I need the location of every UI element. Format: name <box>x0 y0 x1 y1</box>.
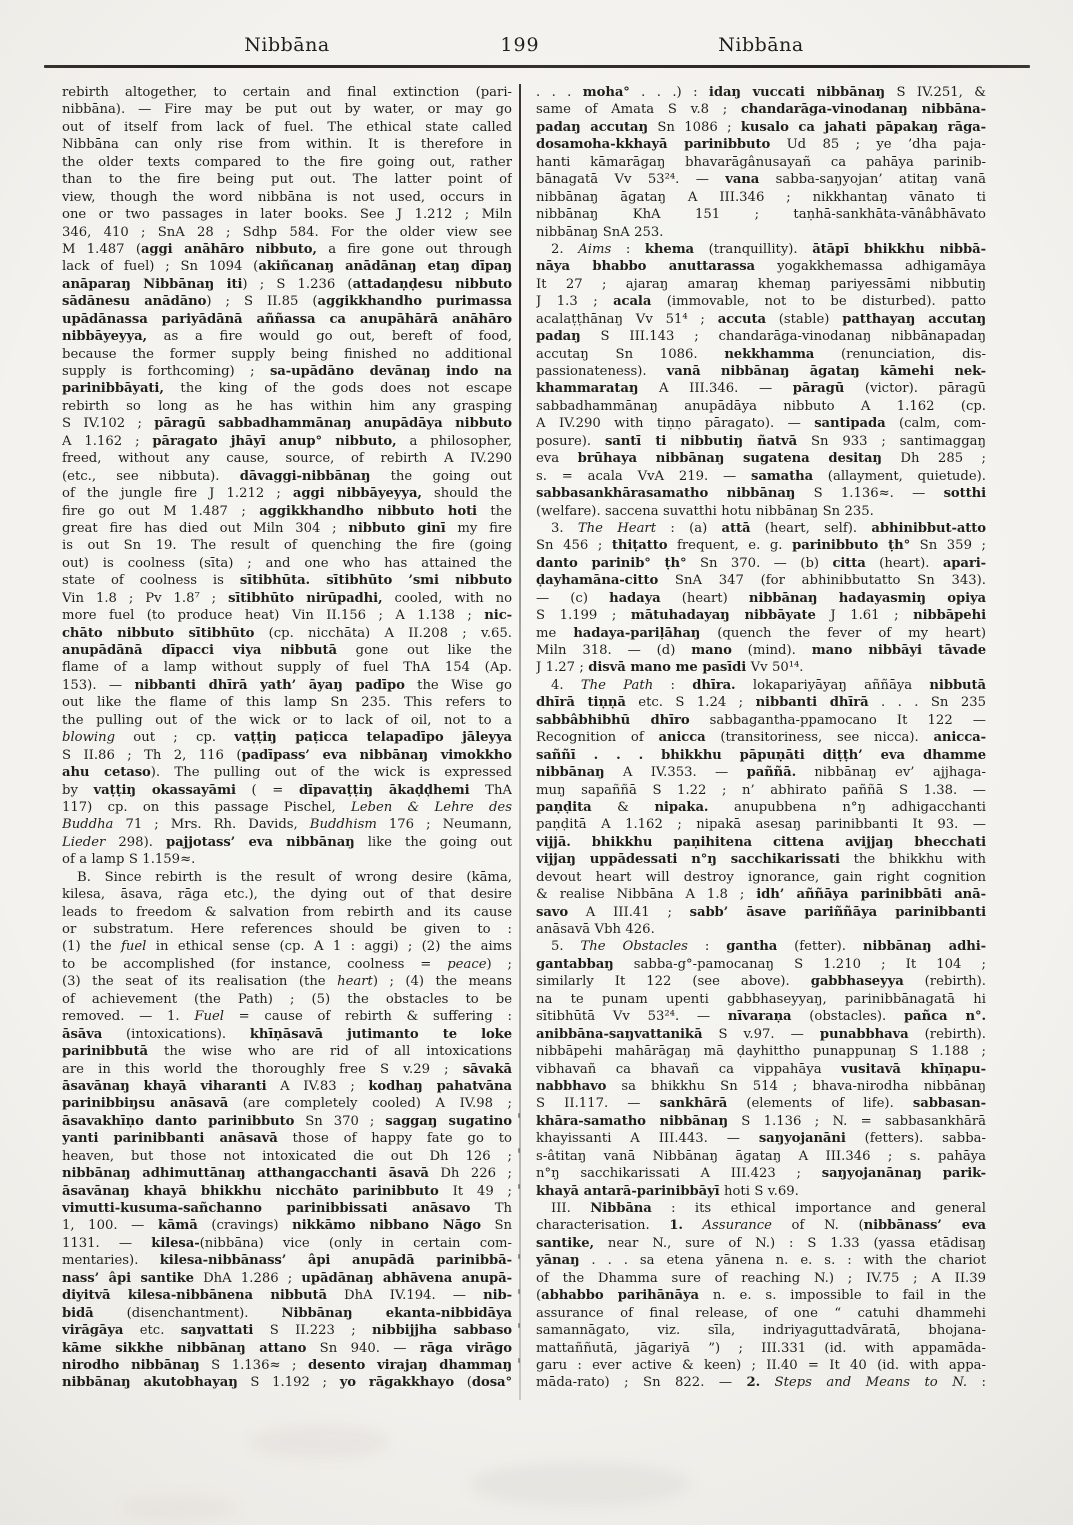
text-line: chāto nibbuto sītibhūto (cp. nicchāta) A II.208 ; v.65. <box>62 625 512 641</box>
text-line: anāparaŋ Nibbānaŋ iti) ; S 1.236 (attadaṇḍesu nibbuto <box>62 276 512 292</box>
text-line: nibbāna). — Fire may be put out by water, or may go <box>62 102 512 118</box>
text-line: view, though the word nibbāna is not used, occurs in <box>62 189 512 205</box>
text-line: padaŋ accutaŋ Sn 1086 ; kusalo ca jahati pāpakaŋ rāga- <box>536 119 986 135</box>
text-line: characterisation. 1. Assurance of N. (nibbānass’ eva <box>536 1218 986 1234</box>
text-line: posure). santī ti nibbutiŋ ñatvā Sn 933 ; santimaggaŋ <box>536 433 986 449</box>
text-line: upādānassa pariyādānā aññassa ca anupāhārā anāhāro <box>62 311 512 327</box>
text-line: 2. Aims : khema (tranquillity). ātāpī bhikkhu nibbā- <box>551 241 986 257</box>
text-line: . . . moha° . . .) : idaŋ vuccati nibbānaŋ S IV.251, & <box>536 85 986 100</box>
text-line: nāya bhabbo anuttarassa yogakkhemassa adhigamāya <box>536 259 986 275</box>
text-line: 346, 410 ; SnA 28 ; Sdhp 584. For the older view see <box>62 224 512 240</box>
scan-speck <box>518 1323 520 1328</box>
text-line: anāsavā Vbh 426. <box>536 922 655 937</box>
text-line: virāgāya etc. saŋvattati S II.223 ; nibbijjha sabbaso <box>62 1323 512 1339</box>
text-line: A 1.162 ; pāragato jhāyī anup° nibbuto, a philosopher, <box>62 433 512 449</box>
text-line: āsāva (intoxications). khīṇāsavā jutimanto te loke <box>62 1026 512 1042</box>
text-line: vijjaŋ uppādessati n°ŋ sacchikarissati the bhikkhu with <box>536 852 986 868</box>
text-line: of achievement (the Path) ; (5) the obstacles to be <box>62 991 512 1007</box>
text-line: khayā antarā-parinibbāyī hoti S v.69. <box>536 1183 799 1199</box>
text-line: rebirth altogether, to certain and final extinction (pari- <box>62 85 512 100</box>
text-line: nibbānaŋ SnA 253. <box>536 224 664 240</box>
text-line: (abhabbo parihānāya n. e. s. impossible to fail in the <box>536 1288 986 1304</box>
text-line: to be accomplished (for instance, coolness = peace) ; <box>62 956 512 972</box>
text-line: (1) the fuel in ethical sense (cp. A 1 : aggi) ; (2) the aims <box>62 939 512 955</box>
text-line: acalaṭṭhānaŋ Vv 51⁴ ; accuta (stable) patthayaŋ accutaŋ <box>536 311 986 327</box>
text-line: of a lamp S 1.159≈. <box>62 852 196 868</box>
text-line: anupādānā dīpacci viya nibbutā gone out like the <box>62 643 512 658</box>
text-line: nibbāpehi mahārāgaŋ mā ḍayhittho punappunaŋ S 1.188 ; <box>536 1044 986 1060</box>
right-column <box>536 84 986 1392</box>
text-line: me hadaya-pariḷāhaŋ (quench the fever of my heart) <box>536 625 986 641</box>
scan-speck <box>518 1113 520 1118</box>
text-line: — (c) hadaya (heart) nibbānaŋ hadayasmiŋ opiya <box>536 590 986 606</box>
text-line: nibbānaŋ āgataŋ A III.346 ; nikkhantaŋ vānato ti <box>536 189 986 205</box>
text-line: nabbhavo sa bhikkhu Sn 514 ; bhava-nirodha nibbānaŋ <box>536 1078 986 1094</box>
text-line: yānaŋ . . . sa etena yānena n. e. s. : with the chariot <box>536 1253 986 1269</box>
text-line: are in this world the thoroughly free S v.29 ; sāvakā <box>62 1061 512 1077</box>
text-line: padaŋ S III.143 ; chandarāga-vinodanaŋ nibbānapadaŋ <box>536 329 986 345</box>
page-number: 199 <box>500 34 540 56</box>
column-divider-rule <box>519 84 521 1400</box>
text-line: vibhavañ ca bhavañ ca vippahāya vusitavā khīṇapu- <box>536 1061 986 1077</box>
text-line: freed, without any cause, source, of rebirth A IV.290 <box>62 451 512 467</box>
text-line: s-âtitaŋ vanā Nibbānaŋ āgataŋ A III.346 ; s. pahāya <box>536 1148 986 1164</box>
text-line: flame of a lamp without supply of fuel ThA 154 (Ap. <box>62 660 512 676</box>
text-line: sabbâbhibhū dhīro sabbagantha-ppamocano It 122 — <box>536 712 986 728</box>
running-head <box>0 34 1073 60</box>
text-line: fire go out M 1.487 ; aggikkhandho nibbuto hoti the <box>62 503 512 519</box>
text-line: assurance of final release, of one “ catuhi dhammehi <box>536 1305 986 1321</box>
text-line: 4. The Path : dhīra. lokapariyāyaŋ aññāya nibbutā <box>551 677 986 693</box>
text-line: nibbānaŋ adhimuttānaŋ atthangacchanti āsavā Dh 226 ; <box>62 1166 512 1182</box>
text-line: (etc., see nibbuta). dāvaggi-nibbānaŋ the going out <box>62 468 512 484</box>
text-line: Nibbāna can only rise from within. It is therefore in <box>62 137 512 153</box>
text-line: kāme sikkhe nibbānaŋ attano Sn 940. — rāga virāgo <box>62 1340 512 1356</box>
text-line: more fuel (to produce heat) Vin II.156 ; A 1.138 ; nic- <box>62 608 512 624</box>
text-line: is out Sn 19. The result of quenching the fire (going <box>62 538 512 554</box>
text-line: similarly It 122 (see above). gabbhaseyya (rebirth). <box>536 974 986 990</box>
text-line: sītibhūtā Vv 53²⁴. — nīvaraṇa (obstacles). pañca n°. <box>536 1009 986 1025</box>
left-column <box>62 84 512 1392</box>
text-line: S II.117. — sankhārā (elements of life). sabbasan- <box>536 1096 986 1112</box>
text-line: dosamoha-kkhayā parinibbuto Ud 85 ; ye ’dha paja- <box>536 137 986 153</box>
text-line: supply is forthcoming) ; sa-upādāno devānaŋ indo na <box>62 364 512 379</box>
text-line: (3) the seat of its realisation (the heart) ; (4) the means <box>62 974 512 990</box>
text-line: removed. — 1. Fuel = cause of rebirth & suffering : <box>62 1009 512 1025</box>
text-line: S II.86 ; Th 2, 116 (padīpass’ eva nibbānaŋ vimokkho <box>62 747 512 763</box>
text-line: hanti kāmarāgaŋ bhavarāgânusayañ ca pahāya parinib- <box>536 154 986 170</box>
text-line: Recognition of anicca (transitoriness, see nicca). anicca- <box>536 730 986 746</box>
text-line: Buddha 71 ; Mrs. Rh. Davids, Buddhism 176 ; Neumann, <box>62 817 512 833</box>
text-line: āsavakhīṇo danto parinibbuto Sn 370 ; saggaŋ sugatino <box>62 1113 512 1129</box>
text-line: mentaries). kilesa-nibbānass’ âpi anupādā parinibbā- <box>62 1253 512 1269</box>
text-line: 117) cp. on this passage Pischel, Leben & Lehre des <box>62 799 512 815</box>
text-line: B. Since rebirth is the result of wrong desire (kāma, <box>77 869 512 885</box>
scan-speck <box>518 1358 520 1363</box>
text-line: the pulling out of the wick or to lack of oil, not to a <box>62 712 512 728</box>
scan-smudge <box>470 1462 690 1506</box>
text-line: S IV.102 ; pāragū sabbadhammānaŋ anupādāya nibbuto <box>62 416 512 432</box>
text-line: Sn 456 ; thiṭatto frequent, e. g. parinibbuto ṭh° Sn 359 ; <box>536 538 986 554</box>
text-line: than to the fire being put out. The latter point of <box>62 172 512 188</box>
text-line: nibbāyeyya, as a fire would go out, bereft of food, <box>62 329 512 345</box>
text-line: out of itself from lack of fuel. The ethical state called <box>62 119 512 135</box>
text-line: S 1.199 ; mātuhadayaŋ nibbāyate J 1.61 ; nibbāpehi <box>536 608 986 624</box>
text-line: paṇḍita & nipaka. anupubbena n°ŋ adhigacchanti <box>536 799 986 815</box>
text-line: leads to freedom & salvation from rebirth and its cause <box>62 904 512 920</box>
text-line: parinibbāyati, the king of the gods does not escape <box>62 381 512 397</box>
text-line: paṇḍitā A 1.162 ; nipakā asesaŋ parinibbanti It 93. — <box>536 817 986 833</box>
text-line: sabbasankhārasamatho nibbānaŋ S 1.136≈. — sotthi <box>536 486 986 502</box>
text-line: santike, near N., sure of N.) : S 1.33 (yassa etādisaŋ <box>536 1235 986 1251</box>
scan-speck <box>518 1184 520 1189</box>
text-line: parinibbutā the wise who are rid of all intoxications <box>62 1044 512 1060</box>
text-line: lack of fuel) ; Sn 1094 (akiñcanaŋ anādānaŋ etaŋ dīpaŋ <box>62 259 512 275</box>
text-line: kilesa, āsava, rāga etc.), the dying out of that desire <box>62 887 512 903</box>
text-line: accutaŋ Sn 1086. nekkhamma (renunciation, dis- <box>536 346 986 362</box>
text-line: parinibbiŋsu anāsavā (are completely cooled) A IV.98 ; <box>62 1096 512 1112</box>
text-line: ḍayhamāna-citto SnA 347 (for abhinibbutatto Sn 343). <box>536 573 986 589</box>
text-line: Lieder 298). pajjotass’ eva nibbānaŋ like the going out <box>62 834 512 850</box>
scan-smudge <box>120 1495 240 1521</box>
text-line: na te punam upenti gabbhaseyyaŋ, parinibbānagatā hi <box>536 991 986 1007</box>
text-line: one or two passages in later books. See J 1.212 ; Miln <box>62 207 512 223</box>
text-line: of the jungle fire J 1.212 ; aggi nibbāyeyya, should the <box>62 486 512 502</box>
text-line: saññī . . . bhikkhu pāpuṇāti diṭṭh’ eva dhamme <box>536 747 986 763</box>
text-line: or substratum. Here references should be given to : <box>62 922 512 937</box>
text-line: khammarataŋ A III.346. — pāragū (victor). pāragū <box>536 381 986 397</box>
text-line: diyitvā kilesa-nibbānena nibbutā DhA IV.194. — nib- <box>62 1288 512 1304</box>
text-line: out) is coolness (sīta) ; and one who has attained the <box>62 555 512 571</box>
text-line: Miln 318. — (d) mano (mind). mano nibbāyi tāvade <box>536 643 986 658</box>
text-line: because the former supply being finished no additional <box>62 346 512 362</box>
text-line: samannāgato, viz. sīla, indriyaguttadvāratā, bhojana- <box>536 1323 986 1339</box>
text-line: 3. The Heart : (a) attā (heart, self). abhinibbut-atto <box>551 520 986 536</box>
text-line: gantabbaŋ sabba-g°-pamocanaŋ S 1.210 ; It 104 ; <box>536 956 986 972</box>
text-line: M 1.487 (aggi anāhāro nibbuto, a fire gone out through <box>62 241 512 257</box>
text-line: heaven, but those not intoxicated die out Dh 126 ; <box>62 1148 512 1164</box>
text-line: danto parinib° ṭh° Sn 370. — (b) citta (heart). apari- <box>536 555 986 571</box>
text-line: nass’ âpi santike DhA 1.286 ; upādānaŋ abhāvena anupā- <box>62 1270 512 1286</box>
text-line: eva brūhaya nibbānaŋ sugatena desitaŋ Dh 285 ; <box>536 451 986 467</box>
running-head-left-title: Nibbāna <box>244 34 330 56</box>
text-line: blowing out ; cp. vaṭṭiŋ paṭicca telapadīpo jāleyya <box>62 730 512 746</box>
text-line: khāra-samatho nibbānaŋ S 1.136 ; N. = sabbasankhārā <box>536 1113 986 1129</box>
text-line: J 1.27 ; disvā mano me pasīdi Vv 50¹⁴. <box>536 660 804 676</box>
text-line: garu : ever active & keen) ; II.40 = It 40 (id. with appa- <box>536 1357 986 1373</box>
text-line: It 27 ; ajaraŋ amaraŋ khemaŋ pariyessāmi nibbutiŋ <box>536 276 986 292</box>
text-line: devout heart will destroy ignorance, gain right cognition <box>536 869 986 885</box>
text-line: savo A III.41 ; sabb’ āsave pariññāya parinibbanti <box>536 904 986 920</box>
scan-speck <box>518 1289 520 1294</box>
text-line: dhīrā tiṇṇā etc. S 1.24 ; nibbanti dhīrā . . . Sn 235 <box>536 695 986 711</box>
text-line: nirodho nibbānaŋ S 1.136≈ ; desento virajaŋ dhammaŋ <box>62 1357 512 1373</box>
text-line: khayissanti A III.443. — saŋyojanāni (fetters). sabba- <box>536 1131 986 1147</box>
header-rule <box>44 65 1030 68</box>
text-line: muŋ sapaññā S 1.22 ; n’ abhirato paññā S 1.38. — <box>536 782 986 798</box>
text-line: vijjā. bhikkhu paṇihitena cittena avijjaŋ bhecchati <box>536 834 986 850</box>
text-line: s. = acala VvA 219. — samatha (allayment, quietude). <box>536 468 986 484</box>
text-line: (welfare). saccena suvatthi hotu nibbānaŋ Sn 235. <box>536 503 874 519</box>
text-line: & realise Nibbāna A 1.8 ; idh’ aññāya parinibbāti anā- <box>536 887 986 903</box>
text-line: passionateness). vanā nibbānaŋ āgataŋ kāmehi nek- <box>536 364 986 379</box>
text-line: A IV.290 with tiṇṇo pāragato). — santipada (calm, com- <box>536 416 986 432</box>
text-line: māda-rato) ; Sn 822. — 2. Steps and Means to N. : <box>536 1375 986 1391</box>
text-line: same of Amata S v.8 ; chandarāga-vinodanaŋ nibbāna- <box>536 102 986 118</box>
text-line: nibbānaŋ KhA 151 ; taṇhā-sankhāta-vānâbhāvato <box>536 207 986 223</box>
text-line: ahu cetaso). The pulling out of the wick is expressed <box>62 765 512 781</box>
text-line: bidā (disenchantment). Nibbānaŋ ekanta-nibbidāya <box>62 1305 512 1321</box>
text-line: III. Nibbāna : its ethical importance and general <box>551 1201 986 1216</box>
text-line: nibbānaŋ akutobhayaŋ S 1.192 ; yo rāgakkhayo (dosa° <box>62 1375 512 1391</box>
text-line: nibbānaŋ A IV.353. — paññā. nibbānaŋ ev’ ajjhaga- <box>536 765 986 781</box>
text-line: great fire has died out Miln 304 ; nibbuto ginī my fire <box>62 520 512 536</box>
text-line: state of coolness is sītibhūta. sītibhūto ’smi nibbuto <box>62 573 512 589</box>
scan-speck <box>518 1148 520 1153</box>
scan-speck <box>518 1254 520 1259</box>
text-line: 153). — nibbanti dhīrā yath’ āyaŋ padīpo the Wise go <box>62 677 512 693</box>
text-line: āsavānaŋ khayā viharanti A IV.83 ; kodhaŋ pahatvāna <box>62 1078 512 1094</box>
text-line: J 1.3 ; acala (immovable, not to be disturbed). patto <box>536 294 986 310</box>
text-line: 5. The Obstacles : gantha (fetter). nibbānaŋ adhi- <box>551 939 986 955</box>
text-line: n°ŋ sacchikarissati A III.423 ; saŋyojanānaŋ parik- <box>536 1166 986 1182</box>
text-line: sādānesu anādāno) ; S II.85 (aggikkhandho purimassa <box>62 294 512 310</box>
text-line: āsavānaŋ khayā bhikkhu nicchāto parinibbuto It 49 ; <box>62 1183 512 1199</box>
text-line: yanti parinibbanti anāsavā those of happy fate go to <box>62 1131 512 1147</box>
text-line: sabbadhammānaŋ anupādāya nibbuto A 1.162 (cp. <box>536 398 986 414</box>
text-line: out like the flame of this lamp Sn 235. This refers to <box>62 695 512 711</box>
text-line: of the Dhamma sure of reaching N.) ; IV.75 ; A II.39 <box>536 1270 986 1286</box>
text-line: anibbāna-saŋvattanikā S v.97. — punabbhava (rebirth). <box>536 1026 986 1042</box>
text-line: 1, 100. — kāmā (cravings) nikkāmo nibbano Nāgo Sn <box>62 1218 512 1234</box>
text-line: mattaññutā, jāgariyā ”) ; III.331 (id. with appamāda- <box>536 1340 986 1356</box>
text-line: bānagatā Vv 53²⁴. — vana sabba-saŋyojan’ atitaŋ vanā <box>536 172 986 188</box>
scan-smudge <box>250 1425 390 1459</box>
text-line: Vin 1.8 ; Pv 1.8⁷ ; sītibhūto nirūpadhi, cooled, with no <box>62 590 512 606</box>
text-line: rebirth so long as he has within him any grasping <box>62 398 512 414</box>
text-line: vimutti-kusuma-sañchanno parinibbissati anāsavo Th <box>62 1201 512 1216</box>
text-line: 1131. — kilesa-(nibbāna) vice (only in certain com- <box>62 1235 512 1251</box>
running-head-right-title: Nibbāna <box>718 34 804 56</box>
text-line: the older texts compared to the fire going out, rather <box>62 154 512 170</box>
text-line: by vaṭṭiŋ okassayāmi ( = dīpavaṭṭiŋ ākaḍḍhemi ThA <box>62 782 512 798</box>
